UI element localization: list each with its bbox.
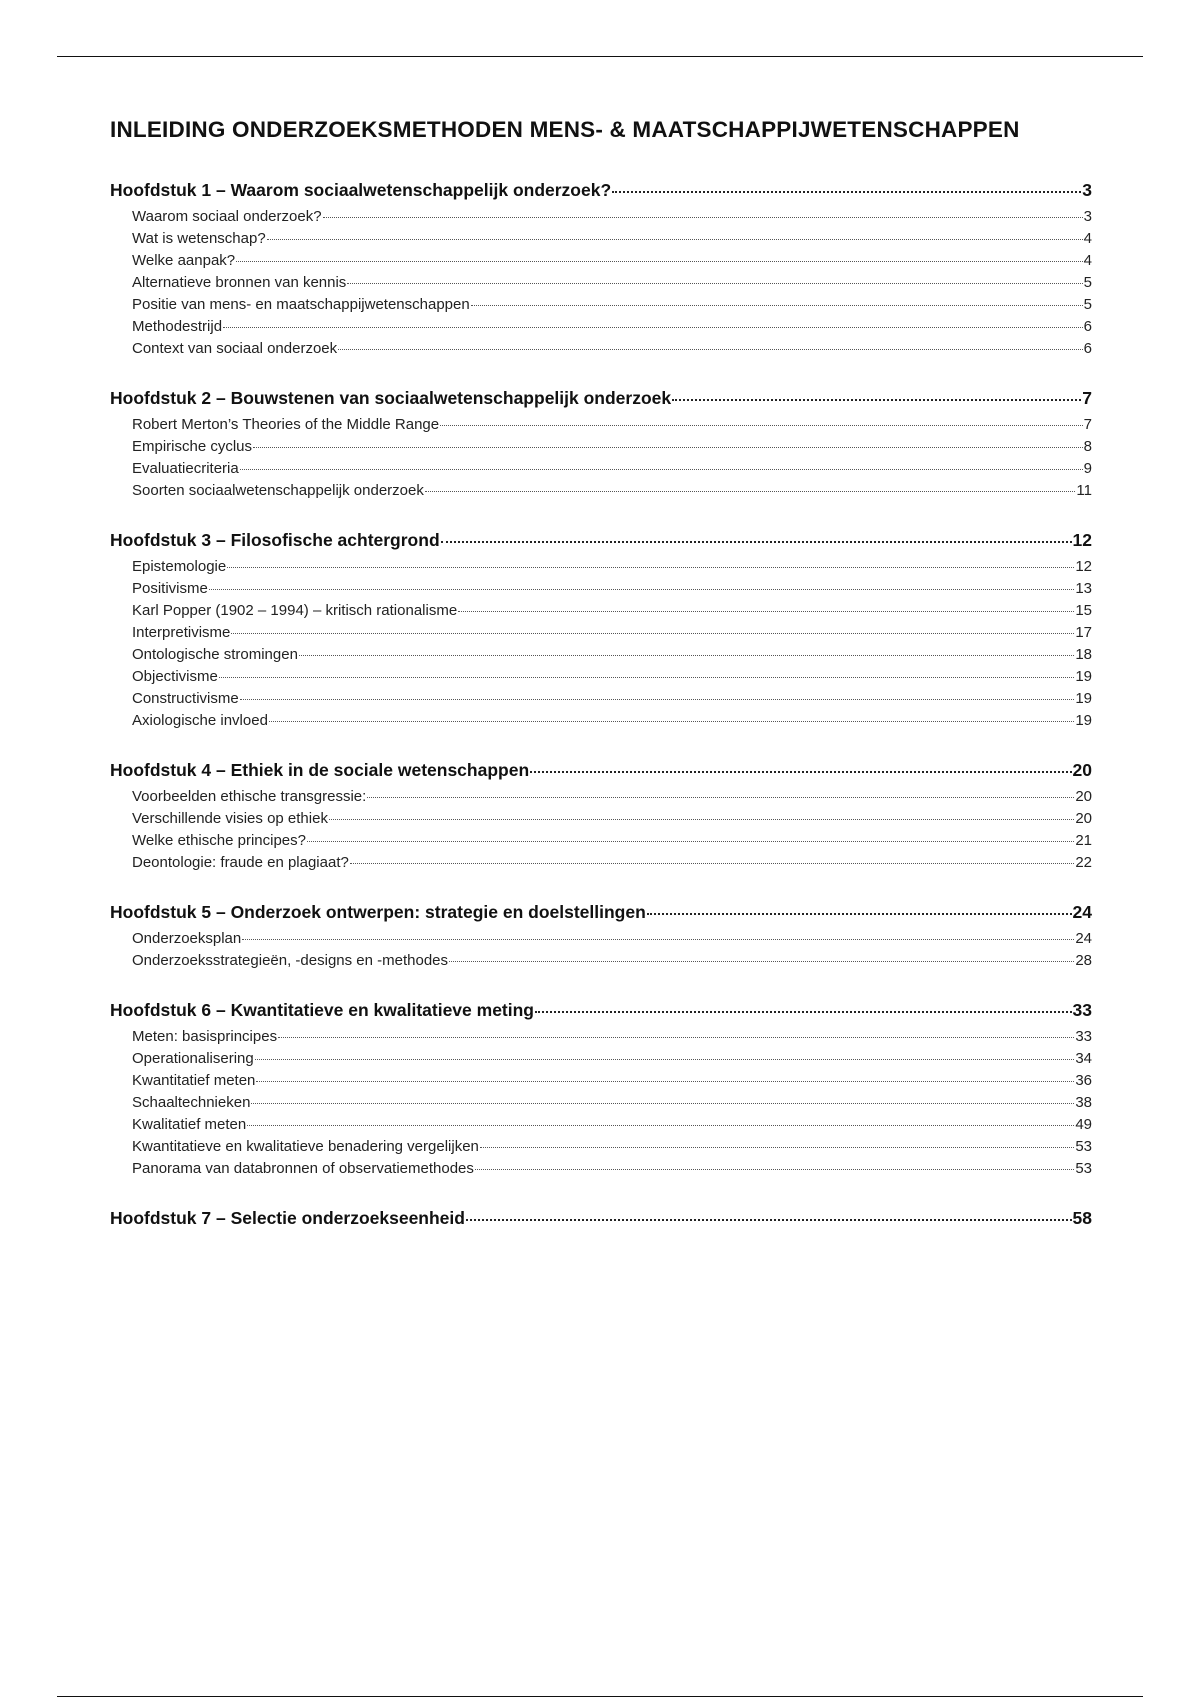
toc-chapter-entry-page-number: 33 xyxy=(1072,1000,1092,1020)
toc-chapter xyxy=(110,1000,1092,1182)
toc-section-entry[interactable] xyxy=(110,318,1092,340)
toc-section-entry[interactable] xyxy=(110,1160,1092,1182)
toc-section-entry-page-number: 8 xyxy=(1083,438,1092,455)
toc-section-entry-page-number: 3 xyxy=(1083,208,1092,225)
toc-section-entry-page-number: 17 xyxy=(1075,624,1092,641)
dot-leader xyxy=(223,327,1083,328)
dot-leader xyxy=(350,863,1074,864)
toc-section-entry-label: Positie van mens- en maatschappijwetenschappen xyxy=(132,296,470,313)
toc-section-entry[interactable] xyxy=(110,646,1092,668)
toc-section-entry-label: Methodestrijd xyxy=(132,318,223,335)
toc-section-entry-label: Soorten sociaalwetenschappelijk onderzoek xyxy=(132,482,424,499)
toc-section-entry-page-number: 28 xyxy=(1075,952,1092,969)
toc-section-entry[interactable] xyxy=(110,340,1092,362)
toc-section-entry-label: Schaaltechnieken xyxy=(132,1094,251,1111)
toc-section-entry-label: Voorbeelden ethische transgressie: xyxy=(132,788,367,805)
toc-section-entry-label: Wat is wetenschap? xyxy=(132,230,266,247)
toc-section-entry-page-number: 19 xyxy=(1075,712,1092,729)
toc-section-entry-label: Welke ethische principes? xyxy=(132,832,306,849)
dot-leader xyxy=(267,239,1083,240)
page-title: INLEIDING ONDERZOEKSMETHODEN MENS- & MAATSCHAPPIJWETENSCHAPPEN xyxy=(110,117,1020,142)
toc-section-entry-page-number: 21 xyxy=(1075,832,1092,849)
toc-section-entry-page-number: 9 xyxy=(1083,460,1092,477)
dot-leader xyxy=(535,1011,1072,1013)
toc-section-entry-page-number: 22 xyxy=(1075,854,1092,871)
toc-section-entry-page-number: 49 xyxy=(1075,1116,1092,1133)
toc-chapter xyxy=(110,760,1092,876)
toc-chapter-entry-label: Hoofdstuk 3 – Filosofische achtergrond xyxy=(110,530,440,550)
toc-chapter-entry[interactable] xyxy=(110,902,1092,930)
toc-section-entry[interactable] xyxy=(110,558,1092,580)
toc-section-entry-label: Meten: basisprincipes xyxy=(132,1028,278,1045)
toc-section-entry[interactable] xyxy=(110,602,1092,624)
toc-section-entry[interactable] xyxy=(110,952,1092,974)
toc-chapter-entry-page-number: 20 xyxy=(1072,760,1092,780)
bottom-rule xyxy=(57,1696,1143,1697)
toc-section-entry-page-number: 5 xyxy=(1083,296,1092,313)
dot-leader xyxy=(240,469,1083,470)
toc-section-entry-page-number: 6 xyxy=(1083,318,1092,335)
dot-leader xyxy=(475,1169,1074,1170)
toc-chapter-entry[interactable] xyxy=(110,760,1092,788)
top-rule xyxy=(57,56,1143,57)
toc-section-entry-label: Evaluatiecriteria xyxy=(132,460,239,477)
dot-leader xyxy=(253,447,1083,448)
toc-chapter xyxy=(110,388,1092,504)
toc-chapter-entry-page-number: 7 xyxy=(1082,388,1092,408)
dot-leader xyxy=(219,677,1074,678)
toc-section-entry-label: Waarom sociaal onderzoek? xyxy=(132,208,322,225)
toc-chapter-entry-page-number: 3 xyxy=(1082,180,1092,200)
toc-section-entry-label: Axiologische invloed xyxy=(132,712,268,729)
dot-leader xyxy=(440,425,1083,426)
dot-leader xyxy=(471,305,1083,306)
toc-section-entry[interactable] xyxy=(110,208,1092,230)
toc-section-entry-page-number: 36 xyxy=(1075,1072,1092,1089)
toc-section-entry-page-number: 15 xyxy=(1075,602,1092,619)
toc-section-entry[interactable] xyxy=(110,930,1092,952)
toc-section-entry-page-number: 18 xyxy=(1075,646,1092,663)
toc-section-entry-label: Context van sociaal onderzoek xyxy=(132,340,338,357)
toc-chapter-entry-label: Hoofdstuk 7 – Selectie onderzoekseenheid xyxy=(110,1208,465,1228)
toc-chapter-entry[interactable] xyxy=(110,1000,1092,1028)
toc-section-entry-page-number: 38 xyxy=(1075,1094,1092,1111)
dot-leader xyxy=(612,191,1081,193)
toc-chapter-entry-label: Hoofdstuk 2 – Bouwstenen van sociaalwetenschappelijk onderzoek xyxy=(110,388,672,408)
toc-chapter-entry-label: Hoofdstuk 6 – Kwantitatieve en kwalitatieve meting xyxy=(110,1000,534,1020)
toc-section-entry-page-number: 13 xyxy=(1075,580,1092,597)
toc-section-entry-label: Kwantitatieve en kwalitatieve benadering vergelijken xyxy=(132,1138,479,1155)
toc-section-entry-label: Deontologie: fraude en plagiaat? xyxy=(132,854,349,871)
toc-section-entry-page-number: 19 xyxy=(1075,690,1092,707)
toc-section-entry[interactable] xyxy=(110,1138,1092,1160)
toc-section-entry-page-number: 5 xyxy=(1083,274,1092,291)
toc-chapter xyxy=(110,1208,1092,1236)
dot-leader xyxy=(425,491,1076,492)
dot-leader xyxy=(227,567,1074,568)
toc-section-entry-page-number: 12 xyxy=(1075,558,1092,575)
toc-section-entry-page-number: 20 xyxy=(1075,788,1092,805)
toc-section-entry-page-number: 4 xyxy=(1083,230,1092,247)
toc-section-entry-label: Empirische cyclus xyxy=(132,438,253,455)
dot-leader xyxy=(251,1103,1074,1104)
toc-section-entry-page-number: 53 xyxy=(1075,1160,1092,1177)
dot-leader xyxy=(269,721,1074,722)
toc-section-entry-label: Kwantitatief meten xyxy=(132,1072,256,1089)
toc-chapter-entry-page-number: 12 xyxy=(1072,530,1092,550)
toc-section-entry-page-number: 20 xyxy=(1075,810,1092,827)
toc-section-entry[interactable] xyxy=(110,1116,1092,1138)
toc-chapter-entry[interactable] xyxy=(110,180,1092,208)
toc-section-entry[interactable] xyxy=(110,438,1092,460)
toc-section-entry-label: Robert Merton’s Theories of the Middle Range xyxy=(132,416,440,433)
dot-leader xyxy=(480,1147,1074,1148)
toc-section-entry-page-number: 33 xyxy=(1075,1028,1092,1045)
toc-chapter xyxy=(110,530,1092,734)
toc-section-entry-page-number: 11 xyxy=(1076,482,1092,499)
toc-section-entry[interactable] xyxy=(110,1050,1092,1072)
toc-section-entry-label: Alternatieve bronnen van kennis xyxy=(132,274,347,291)
toc-section-entry[interactable] xyxy=(110,832,1092,854)
dot-leader xyxy=(209,589,1074,590)
toc-chapter-entry-label: Hoofdstuk 1 – Waarom sociaalwetenschappelijk onderzoek? xyxy=(110,180,612,200)
toc-section-entry[interactable] xyxy=(110,460,1092,482)
toc-section-entry-page-number: 4 xyxy=(1083,252,1092,269)
dot-leader xyxy=(247,1125,1074,1126)
dot-leader xyxy=(231,633,1074,634)
toc-chapter-entry[interactable] xyxy=(110,388,1092,416)
toc-section-entry-label: Panorama van databronnen of observatiemethodes xyxy=(132,1160,474,1177)
toc-section-entry[interactable] xyxy=(110,624,1092,646)
dot-leader xyxy=(647,913,1072,915)
toc-section-entry[interactable] xyxy=(110,854,1092,876)
toc-chapter-entry[interactable] xyxy=(110,530,1092,558)
toc-section-entry-label: Operationalisering xyxy=(132,1050,254,1067)
dot-leader xyxy=(255,1059,1075,1060)
toc-section-entry-label: Positivisme xyxy=(132,580,208,597)
toc-section-entry[interactable] xyxy=(110,580,1092,602)
toc-section-entry[interactable] xyxy=(110,1072,1092,1094)
toc-section-entry[interactable] xyxy=(110,690,1092,712)
toc-section-entry-label: Verschillende visies op ethiek xyxy=(132,810,328,827)
toc-section-entry[interactable] xyxy=(110,252,1092,274)
dot-leader xyxy=(299,655,1074,656)
toc-section-entry[interactable] xyxy=(110,810,1092,832)
dot-leader xyxy=(329,819,1074,820)
toc-section-entry[interactable] xyxy=(110,1094,1092,1116)
toc-section-entry-label: Onderzoeksplan xyxy=(132,930,242,947)
toc-section-entry-label: Interpretivisme xyxy=(132,624,231,641)
dot-leader xyxy=(256,1081,1074,1082)
toc-section-entry-label: Constructivisme xyxy=(132,690,239,707)
toc-section-entry-label: Karl Popper (1902 – 1994) – kritisch rationalisme xyxy=(132,602,458,619)
dot-leader xyxy=(240,699,1075,700)
dot-leader xyxy=(367,797,1074,798)
toc-chapter-entry-page-number: 58 xyxy=(1072,1208,1092,1228)
toc-section-entry[interactable] xyxy=(110,788,1092,810)
dot-leader xyxy=(307,841,1074,842)
toc-section-entry-label: Epistemologie xyxy=(132,558,227,575)
dot-leader xyxy=(236,261,1083,262)
dot-leader xyxy=(672,399,1081,401)
dot-leader xyxy=(466,1219,1072,1221)
dot-leader xyxy=(441,541,1072,543)
toc-section-entry[interactable] xyxy=(110,416,1092,438)
toc-chapter xyxy=(110,902,1092,974)
toc-chapter-entry-page-number: 24 xyxy=(1072,902,1092,922)
toc-section-entry-label: Welke aanpak? xyxy=(132,252,236,269)
toc-section-entry-page-number: 19 xyxy=(1075,668,1092,685)
toc-section-entry-label: Onderzoeksstrategieën, -designs en -methodes xyxy=(132,952,449,969)
dot-leader xyxy=(242,939,1074,940)
toc-section-entry-page-number: 7 xyxy=(1083,416,1092,433)
table-of-contents xyxy=(110,180,1092,1262)
dot-leader xyxy=(278,1037,1074,1038)
toc-section-entry[interactable] xyxy=(110,230,1092,252)
dot-leader xyxy=(347,283,1082,284)
dot-leader xyxy=(323,217,1083,218)
dot-leader xyxy=(338,349,1083,350)
toc-section-entry-page-number: 34 xyxy=(1075,1050,1092,1067)
toc-chapter xyxy=(110,180,1092,362)
toc-chapter-entry-label: Hoofdstuk 5 – Onderzoek ontwerpen: strategie en doelstellingen xyxy=(110,902,646,922)
dot-leader xyxy=(530,771,1071,773)
dot-leader xyxy=(458,611,1074,612)
toc-section-entry[interactable] xyxy=(110,482,1092,504)
toc-section-entry[interactable] xyxy=(110,712,1092,734)
toc-section-entry[interactable] xyxy=(110,668,1092,690)
toc-section-entry[interactable] xyxy=(110,296,1092,318)
toc-section-entry-page-number: 53 xyxy=(1075,1138,1092,1155)
toc-chapter-entry[interactable] xyxy=(110,1208,1092,1236)
toc-section-entry[interactable] xyxy=(110,274,1092,296)
toc-section-entry-label: Ontologische stromingen xyxy=(132,646,298,663)
toc-section-entry[interactable] xyxy=(110,1028,1092,1050)
toc-section-entry-page-number: 24 xyxy=(1075,930,1092,947)
toc-chapter-entry-label: Hoofdstuk 4 – Ethiek in de sociale wetenschappen xyxy=(110,760,530,780)
toc-section-entry-label: Objectivisme xyxy=(132,668,218,685)
dot-leader xyxy=(449,961,1074,962)
toc-section-entry-label: Kwalitatief meten xyxy=(132,1116,247,1133)
toc-section-entry-page-number: 6 xyxy=(1083,340,1092,357)
